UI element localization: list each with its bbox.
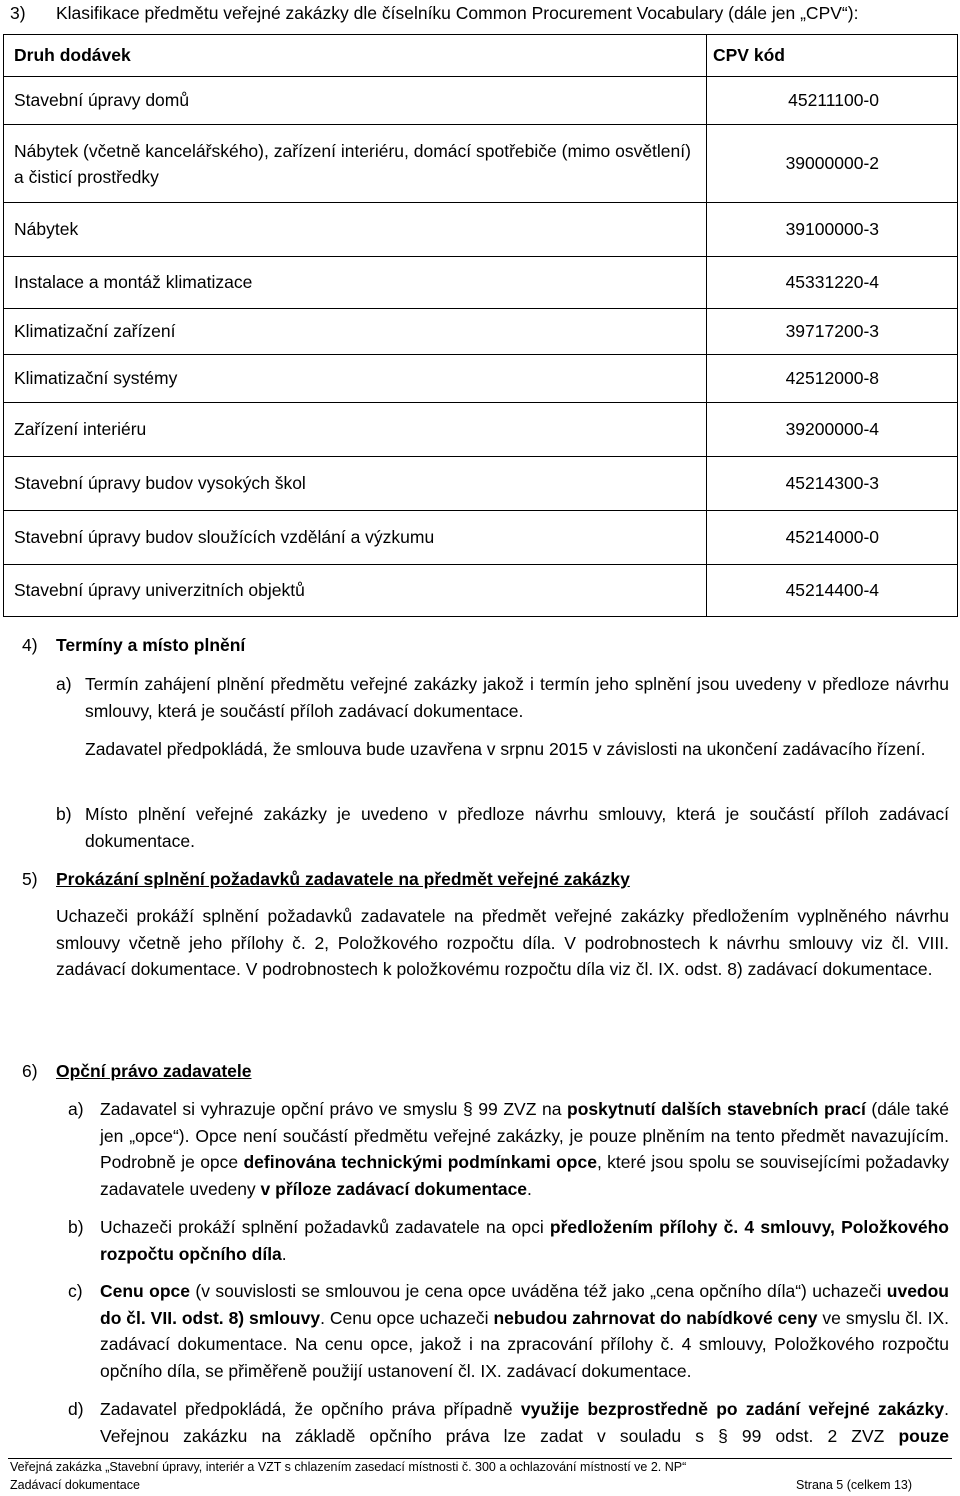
section-4-title: Termíny a místo plnění (56, 635, 246, 655)
section-6d-text: Zadavatel předpokládá, že opčního práva případně využije bezprostředně po zadání veřejné zakázky. Veřejnou zakázku na základě opčního práva lze zadat v souladu s § 99 odst. 2 ZVZ pouze (100, 1399, 949, 1446)
section-6c-label: c) (68, 1281, 83, 1301)
row-name: Stavební úpravy budov vysokých škol (4, 457, 707, 511)
footer-line-1: Veřejná zakázka „Stavební úpravy, interiér a VZT s chlazením zasedací místnosti č. 300 a ochlazování místností ve 2. NP“ (10, 1460, 687, 1474)
section-6d-label: d) (68, 1399, 84, 1419)
footer-page-number: Strana 5 (celkem 13) (796, 1478, 913, 1492)
section-4a-label: a) (56, 674, 72, 694)
row-code: 39200000-4 (707, 403, 958, 457)
row-code: 45214300-3 (707, 457, 958, 511)
row-code: 39100000-3 (707, 203, 958, 257)
row-code: 45214400-4 (707, 565, 958, 617)
header-cpv-kod: CPV kód (707, 35, 958, 77)
table-row (4, 203, 958, 257)
section-3-number: 3) (10, 3, 26, 23)
row-name: Stavební úpravy univerzitních objektů (4, 565, 707, 617)
table-row (4, 511, 958, 565)
row-name: Nábytek (včetně kancelářského), zařízení interiéru, domácí spotřebiče (mimo osvětlení) a čisticí prostředky (4, 125, 707, 203)
section-4a-text2: Zadavatel předpokládá, že smlouva bude uzavřena v srpnu 2015 v závislosti na ukončení zadávacího řízení. (85, 739, 926, 759)
row-code: 45214000-0 (707, 511, 958, 565)
cpv-table (3, 34, 958, 617)
section-6-number: 6) (22, 1061, 38, 1081)
section-5-number: 5) (22, 869, 38, 889)
row-name: Klimatizační systémy (4, 355, 707, 403)
table-row (4, 309, 958, 355)
table-header-row (4, 35, 958, 77)
row-code: 45331220-4 (707, 257, 958, 309)
table-row (4, 257, 958, 309)
table-row (4, 77, 958, 125)
section-6a-label: a) (68, 1099, 84, 1119)
table-row (4, 457, 958, 511)
row-name: Stavební úpravy budov sloužících vzdělání a výzkumu (4, 511, 707, 565)
section-5-title: Prokázání splnění požadavků zadavatele na předmět veřejné zakázky (56, 869, 630, 889)
section-4b-text: Místo plnění veřejné zakázky je uvedeno v předloze návrhu smlouvy, která je součástí příloh zadávací dokumentace. (85, 804, 949, 851)
section-6-title: Opční právo zadavatele (56, 1061, 252, 1081)
section-6c-text: Cenu opce (v souvislosti se smlouvou je cena opce uváděna též jako „cena opčního díla“) uchazeči uvedou do čl. VII. odst. 8) smlouvy. Cenu opce uchazeči nebudou zahrnovat do nabídkové ceny ve smyslu čl. IX. zadávací dokumentace. Na cenu opce, jakož i na zpracování přílohy č. 4 smlouvy, Položkového rozpočtu opčního díla, se přiměřeně použijí ustanovení čl. IX. zadávací dokumentace. (100, 1281, 950, 1381)
row-name: Instalace a montáž klimatizace (4, 257, 707, 309)
row-name: Stavební úpravy domů (4, 77, 707, 125)
row-name: Nábytek (4, 203, 707, 257)
table-row (4, 565, 958, 617)
section-6a-text: Zadavatel si vyhrazuje opční právo ve smyslu § 99 ZVZ na poskytnutí dalších stavebních prací (dále také jen „opce“). Opce není součástí předmětu veřejné zakázky, je pouze plněním na tento předmět navazujícím. Podrobně je opce definována technickými podmínkami opce, které jsou spolu se souvisejícími požadavky zadavatele uvedeny v příloze zadávací dokumentace. (100, 1099, 949, 1199)
section-5-text: Uchazeči prokáží splnění požadavků zadavatele na předmět veřejné zakázky předložením vyplněného návrhu smlouvy včetně jeho přílohy č. 2, Položkového rozpočtu díla. V podrobnostech k návrhu smlouvy viz čl. VIII. zadávací dokumentace. V podrobnostech k položkovému rozpočtu díla viz čl. IX. odst. 8) zadávací dokumentace. (56, 906, 949, 979)
row-name: Zařízení interiéru (4, 403, 707, 457)
table-row (4, 125, 958, 203)
section-4b-label: b) (56, 804, 72, 824)
row-code: 39717200-3 (707, 309, 958, 355)
row-code: 39000000-2 (707, 125, 958, 203)
row-name: Klimatizační zařízení (4, 309, 707, 355)
section-4-number: 4) (22, 635, 38, 655)
section-4a-text: Termín zahájení plnění předmětu veřejné zakázky jakož i termín jeho splnění jsou uvedeny v předloze návrhu smlouvy, která je součástí příloh zadávací dokumentace. (85, 674, 949, 721)
section-3-title: Klasifikace předmětu veřejné zakázky dle číselníku Common Procurement Vocabulary (dále jen „CPV“): (56, 3, 859, 23)
table-row (4, 355, 958, 403)
row-code: 45211100-0 (707, 77, 958, 125)
row-code: 42512000-8 (707, 355, 958, 403)
table-row (4, 403, 958, 457)
header-druh-dodavek: Druh dodávek (4, 35, 707, 77)
section-6b-label: b) (68, 1217, 84, 1237)
footer-document-name: Zadávací dokumentace (10, 1478, 140, 1492)
section-6b-text: Uchazeči prokáží splnění požadavků zadavatele na opci předložením přílohy č. 4 smlouvy, Položkového rozpočtu opčního díla. (100, 1217, 949, 1264)
